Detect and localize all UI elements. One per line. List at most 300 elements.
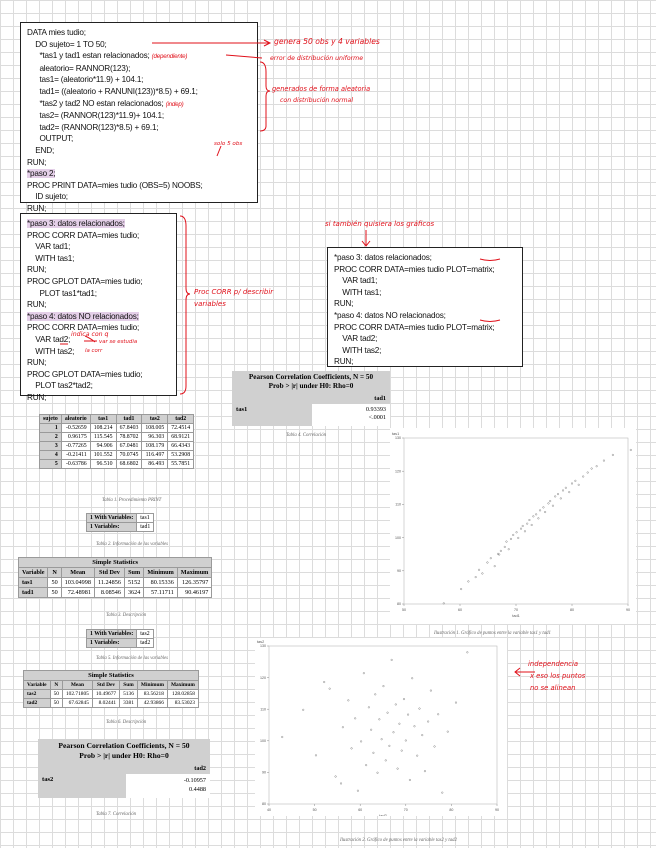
pearson-table-2 <box>38 739 210 798</box>
data-point <box>500 550 502 552</box>
data-point <box>365 764 367 766</box>
caption: Ilustración 2. Gráfico de puntos entre la variable tas2 y tad2 <box>340 838 457 843</box>
r-value: -0.10957 <box>183 777 206 784</box>
column-header: sujeto <box>40 415 62 424</box>
table-cell: 80.15336 <box>144 578 177 588</box>
data-point <box>342 726 344 728</box>
y-tick-label: 100 <box>260 739 266 743</box>
code-text: PROC CORR DATA=mies tudio PLOT=matrix; <box>334 264 495 274</box>
data-point <box>385 760 387 762</box>
column-header: Sum <box>124 568 143 578</box>
data-point <box>419 708 421 710</box>
data-point <box>630 449 632 451</box>
code-text: *paso 4: datos NO relacionados; <box>334 310 446 320</box>
code-line <box>27 39 251 51</box>
table-cell: 50 <box>48 578 61 588</box>
y-tick-label: 80 <box>262 802 266 807</box>
data-point <box>391 659 393 661</box>
annotation-genera: genera 50 obs y 4 variables <box>274 37 380 46</box>
code-line <box>27 180 251 192</box>
code-line <box>334 345 516 357</box>
column-header: Maximum <box>167 681 198 690</box>
data-point <box>548 503 550 505</box>
code-line <box>27 380 170 392</box>
data-point <box>351 748 353 750</box>
data-point <box>360 741 362 743</box>
plot-frame <box>404 438 628 604</box>
table-cell: 1 <box>40 424 62 433</box>
x-tick-label: 50 <box>312 808 317 812</box>
code-text: PROC CORR DATA=mies tudio PLOT=matrix; <box>334 322 495 332</box>
data-point <box>363 672 365 674</box>
annotation-solo5: solo 5 obs <box>214 141 243 147</box>
code-line <box>27 311 170 323</box>
table-cell: 55.7851 <box>168 460 194 469</box>
x-tick-label: 40 <box>267 808 271 812</box>
code-line <box>27 27 251 39</box>
y-tick-label: 110 <box>260 707 266 712</box>
inline-annotation: (dependiente) <box>151 53 188 61</box>
code-text: RUN; <box>27 392 47 402</box>
data-point <box>437 713 439 715</box>
data-point <box>520 528 522 530</box>
caption: Tabla 2. Información de las variables <box>96 542 169 547</box>
code-line <box>27 168 251 180</box>
table-cell: tad1 <box>19 588 48 598</box>
pearson-title-line: Pearson Correlation Coefficients, N = 50 <box>248 373 374 381</box>
table-cell: 8.02441 <box>92 699 119 708</box>
table-cell: 115.545 <box>90 433 116 442</box>
table-cell: 66.4343 <box>168 442 194 451</box>
variables-table-2 <box>86 629 154 648</box>
table-cell: 5136 <box>120 690 138 699</box>
table-cell: 67.62845 <box>62 699 92 708</box>
table-cell: 96.303 <box>142 433 168 442</box>
table-cell: tad2 <box>24 699 51 708</box>
code-text: PROC CORR DATA=mies tudio; <box>27 323 140 333</box>
data-point <box>478 569 480 571</box>
y-tick-label: 120 <box>395 469 401 474</box>
data-point <box>405 740 407 742</box>
data-point <box>434 746 436 748</box>
data-point <box>524 530 526 532</box>
code-line <box>334 356 516 368</box>
data-point <box>373 752 375 754</box>
table-cell: 50 <box>50 690 62 699</box>
data-point <box>447 731 449 733</box>
x-tick-label: 70 <box>514 608 518 612</box>
caption: Ilustración 1. Gráfico de puntos entre la variable tas1 y tad1 <box>434 631 551 636</box>
data-point <box>596 465 598 467</box>
table-cell: 8.08546 <box>94 588 124 598</box>
code-lines <box>334 252 516 368</box>
column-header: tas2 <box>142 415 168 424</box>
plot-frame <box>269 646 497 804</box>
row-header: tas2 <box>38 774 126 798</box>
table-cell: 4 <box>40 451 62 460</box>
table-cell: 5 <box>40 460 62 469</box>
data-point <box>529 519 531 521</box>
with-value: tas1 <box>137 514 154 523</box>
table-cell: 3 <box>40 442 62 451</box>
caption: Tabla 3. Descripción <box>106 613 147 618</box>
table-cell: 83.53023 <box>167 699 198 708</box>
data-point <box>533 516 535 518</box>
data-point <box>387 712 389 714</box>
simple-stats-table-2 <box>23 670 199 708</box>
print-table <box>39 414 194 469</box>
column-header: Mean <box>62 681 92 690</box>
table-cell: 108.179 <box>142 442 168 451</box>
data-point <box>455 702 457 704</box>
pearson-title-line: Pearson Correlation Coefficients, N = 50 <box>58 741 190 750</box>
code-text: DATA mies tudio; <box>27 28 86 37</box>
code-text: PLOT tas1*tad1; <box>27 288 97 298</box>
table-cell: 126.35797 <box>177 578 212 588</box>
code-line <box>334 275 516 287</box>
data-point <box>538 518 540 520</box>
data-point <box>281 736 283 738</box>
table-cell: 94.906 <box>90 442 116 451</box>
table-row <box>24 690 199 699</box>
data-point <box>568 491 570 493</box>
data-point <box>414 725 416 727</box>
data-point <box>578 484 580 486</box>
table-cell: 68.6802 <box>116 460 142 469</box>
data-point <box>506 541 508 543</box>
table-cell: 57.11711 <box>144 588 177 598</box>
pearson-title-line: Prob > |r| under H0: Rho=0 <box>79 751 169 760</box>
data-point <box>302 709 304 711</box>
table-row <box>40 433 194 442</box>
scatter-plot-2 <box>255 638 507 816</box>
inline-annotation: (indep) <box>165 100 184 108</box>
data-point <box>397 768 399 770</box>
code-line <box>27 110 251 122</box>
code-line <box>27 157 251 169</box>
data-point <box>389 745 391 747</box>
data-point <box>401 750 403 752</box>
code-line <box>27 276 170 288</box>
scatter-plot-2-svg <box>255 638 507 816</box>
data-point <box>357 790 359 792</box>
pearson-title <box>38 739 210 763</box>
column-header: Sum <box>120 681 138 690</box>
code-line <box>27 299 170 311</box>
code-text: DO sujeto= 1 TO 50; <box>27 39 107 49</box>
code-text: ID sujeto; <box>27 192 68 202</box>
table-cell: 68.9121 <box>168 433 194 442</box>
table-cell: 42.93866 <box>137 699 167 708</box>
table-cell: 0.96175 <box>61 433 90 442</box>
annotation-generados-2: con distribución normal <box>280 97 354 104</box>
y-tick-label: 90 <box>262 770 266 775</box>
code-line <box>334 264 516 276</box>
table-cell: 78.8702 <box>116 433 142 442</box>
annotation-indica-2: var se estudia <box>99 339 138 345</box>
data-point <box>430 690 432 692</box>
table-cell: tas1 <box>19 578 48 588</box>
code-text: *tas1 y tad1 estan relacionados; <box>27 51 152 61</box>
data-point <box>315 755 317 757</box>
annotation-error: error de distribución uniforme <box>270 55 363 62</box>
table-cell: 72.4514 <box>168 424 194 433</box>
p-value: <.0001 <box>368 414 386 421</box>
column-header: N <box>48 568 61 578</box>
p-value: 0.4488 <box>188 786 206 793</box>
table-cell: 102.71805 <box>62 690 92 699</box>
code-line <box>27 122 251 134</box>
col-header: tad1 <box>312 393 390 404</box>
data-point <box>381 738 383 740</box>
column-header: Variable <box>19 568 48 578</box>
data-point <box>575 480 577 482</box>
data-point <box>395 704 397 706</box>
table-cell: 3381 <box>120 699 138 708</box>
code-text: VAR tad1; <box>334 276 378 286</box>
table-cell: 3624 <box>124 588 143 598</box>
row-header: tas1 <box>232 404 312 426</box>
code-text: tas2= (RANNOR(123)*11.9)+ 104.1; <box>27 111 164 121</box>
blank-cell <box>232 393 312 404</box>
table-cell: 108.214 <box>90 424 116 433</box>
code-line <box>334 252 516 264</box>
table-cell: 2 <box>40 433 62 442</box>
data-point <box>531 524 533 526</box>
data-point <box>468 581 470 583</box>
pearson-title <box>232 371 390 393</box>
caption: Tabla 4. Correlación <box>286 433 327 438</box>
table-cell: 11.24856 <box>94 578 124 588</box>
code-line <box>27 357 170 369</box>
x-tick-label: 80 <box>570 608 574 612</box>
annotation-indep-1: independencia <box>528 660 579 668</box>
table-cell: 50 <box>50 699 62 708</box>
data-point <box>379 719 381 721</box>
code-line <box>27 50 251 63</box>
data-point <box>612 454 614 456</box>
code-line <box>334 322 516 334</box>
data-point <box>340 783 342 785</box>
column-header: aleatorio <box>61 415 90 424</box>
data-point <box>549 500 551 502</box>
pearson-title-line: Prob > |r| under H0: Rho=0 <box>268 382 354 390</box>
scatter-plot-1 <box>390 428 636 624</box>
column-header: Minimum <box>144 568 177 578</box>
annotation-proc-corr-2: variables <box>194 300 226 308</box>
data-point <box>517 537 519 539</box>
data-point <box>460 588 462 590</box>
y-tick-label: 120 <box>260 675 266 680</box>
data-point <box>467 652 469 654</box>
data-point <box>494 565 496 567</box>
column-header: Std Dev <box>94 568 124 578</box>
column-header: Minimum <box>137 681 167 690</box>
code-line <box>27 230 170 242</box>
code-text: aleatorio= RANNOR(123); <box>27 63 131 73</box>
data-point <box>552 505 554 507</box>
code-line <box>27 241 170 253</box>
data-point <box>490 557 492 559</box>
column-header: tad2 <box>168 415 194 424</box>
corr-value <box>126 774 210 798</box>
y-tick-label: 100 <box>395 535 401 540</box>
x-tick-label: 60 <box>358 808 363 812</box>
data-point <box>591 468 593 470</box>
table-row <box>24 699 199 708</box>
data-point <box>560 498 562 500</box>
data-point <box>543 507 545 509</box>
col-header: tad2 <box>126 763 210 774</box>
var-value: tad1 <box>137 523 154 532</box>
table-cell: 53.2908 <box>168 451 194 460</box>
column-header: tas1 <box>90 415 116 424</box>
code-text: RUN; <box>27 358 47 368</box>
table-row <box>40 460 194 469</box>
code-block-corr-plot-matrix <box>327 247 523 367</box>
caption: Tabla 1. Procedimiento PRINT <box>102 498 162 503</box>
data-point <box>377 772 379 774</box>
code-text: PLOT tas2*tad2; <box>27 381 93 391</box>
code-line <box>27 98 251 111</box>
code-text: WITH tas2; <box>27 346 75 356</box>
x-axis-label: tad2 <box>379 814 387 816</box>
data-point <box>383 685 385 687</box>
code-text: RUN; <box>27 203 47 213</box>
annotation-generados-1: generados de forma aleatoria <box>272 85 371 93</box>
scatter-plot-1-svg <box>390 428 636 624</box>
data-point <box>354 718 356 720</box>
code-line <box>27 264 170 276</box>
data-point <box>370 729 372 731</box>
data-point <box>482 573 484 575</box>
code-line <box>27 74 251 86</box>
data-point <box>374 694 376 696</box>
code-line <box>334 333 516 345</box>
table-cell: 101.552 <box>90 451 116 460</box>
code-text: VAR tad2; <box>27 334 71 344</box>
data-point <box>504 546 506 548</box>
code-line <box>27 191 251 203</box>
data-point <box>557 493 559 495</box>
code-text: *tas2 y tad2 NO estan relacionados; <box>27 98 166 108</box>
table-cell: 67.0481 <box>116 442 142 451</box>
r-value: 0.93393 <box>365 406 386 413</box>
column-header: Mean <box>61 568 94 578</box>
table-cell: 72.48981 <box>61 588 94 598</box>
table-cell: tas2 <box>24 690 51 699</box>
table-cell: -0.21411 <box>61 451 90 460</box>
variables-table-1 <box>86 513 154 532</box>
table-cell: 116.497 <box>142 451 168 460</box>
table-cell: 96.510 <box>90 460 116 469</box>
column-header: Maximum <box>177 568 212 578</box>
x-axis-label: tad1 <box>512 614 520 618</box>
column-header: tad1 <box>116 415 142 424</box>
x-tick-label: 90 <box>495 808 499 812</box>
annotation-indica-3: la corr <box>85 348 103 354</box>
data-point <box>441 792 443 794</box>
data-point <box>565 487 567 489</box>
code-text: tas1= (aleatorio*11.9) + 104.1; <box>27 75 144 85</box>
data-point <box>403 698 405 700</box>
table-row <box>19 588 212 598</box>
code-text: *paso 2; <box>27 169 56 179</box>
pearson-table-1 <box>232 371 390 426</box>
table-cell: 128.02858 <box>167 690 198 699</box>
y-tick-label: 80 <box>397 602 401 607</box>
code-text: RUN; <box>27 265 47 275</box>
data-point <box>571 483 573 485</box>
data-point <box>535 514 537 516</box>
var-value: tad2 <box>137 639 154 648</box>
code-line <box>334 287 516 299</box>
data-point <box>421 734 423 736</box>
y-axis-label: tas2 <box>257 640 265 644</box>
data-point <box>424 770 426 772</box>
y-axis-label: tas1 <box>392 432 400 436</box>
data-point <box>512 534 514 536</box>
code-text: RUN; <box>27 157 47 167</box>
code-lines <box>27 27 251 215</box>
y-tick-label: 130 <box>395 436 401 441</box>
data-point <box>508 548 510 550</box>
caption: Tabla 6. Descripción <box>106 720 147 725</box>
var-label: 1 Variables: <box>87 639 137 648</box>
data-point <box>407 714 409 716</box>
data-point <box>554 496 556 498</box>
data-point <box>539 510 541 512</box>
caption: Tabla 5. Información de las variables <box>96 656 169 661</box>
code-line <box>27 86 251 98</box>
data-point <box>516 531 518 533</box>
annotation-indep-2: x eso los puntos <box>530 672 586 680</box>
annotation-proc-corr-1: Proc CORR p/ describir <box>194 288 274 296</box>
code-text: VAR tad2; <box>334 334 378 344</box>
x-tick-label: 60 <box>458 608 462 612</box>
table-cell: 50 <box>48 588 61 598</box>
table-cell: -0.52659 <box>61 424 90 433</box>
data-point <box>475 576 477 578</box>
table-cell: 86.493 <box>142 460 168 469</box>
x-tick-label: 70 <box>403 808 408 812</box>
table-row <box>19 578 212 588</box>
table-cell: 70.0745 <box>116 451 142 460</box>
with-label: 1 With Variables: <box>87 514 137 523</box>
var-label: 1 Variables: <box>87 523 137 532</box>
code-text: WITH tas1; <box>27 253 75 263</box>
code-text: *paso 3: datos relacionados; <box>334 253 432 262</box>
table-cell: 83.56218 <box>137 690 167 699</box>
column-header: Std Dev <box>92 681 119 690</box>
code-text: RUN; <box>27 300 47 310</box>
code-line <box>27 253 170 265</box>
table-cell: 67.8403 <box>116 424 142 433</box>
table-row <box>40 451 194 460</box>
code-text: *paso 4: datos NO relacionados; <box>27 311 139 321</box>
caption: Tabla 7. Correlación <box>96 812 137 817</box>
data-point <box>487 562 489 564</box>
column-header: Variable <box>24 681 51 690</box>
table-title: Simple Statistics <box>19 558 212 568</box>
data-point <box>587 472 589 474</box>
code-text: PROC PRINT DATA=mies tudio (OBS=5) NOOBS; <box>27 180 203 190</box>
table-title: Simple Statistics <box>24 671 199 681</box>
table-row <box>40 442 194 451</box>
code-lines <box>27 218 170 404</box>
code-line <box>27 369 170 381</box>
data-point <box>544 511 546 513</box>
